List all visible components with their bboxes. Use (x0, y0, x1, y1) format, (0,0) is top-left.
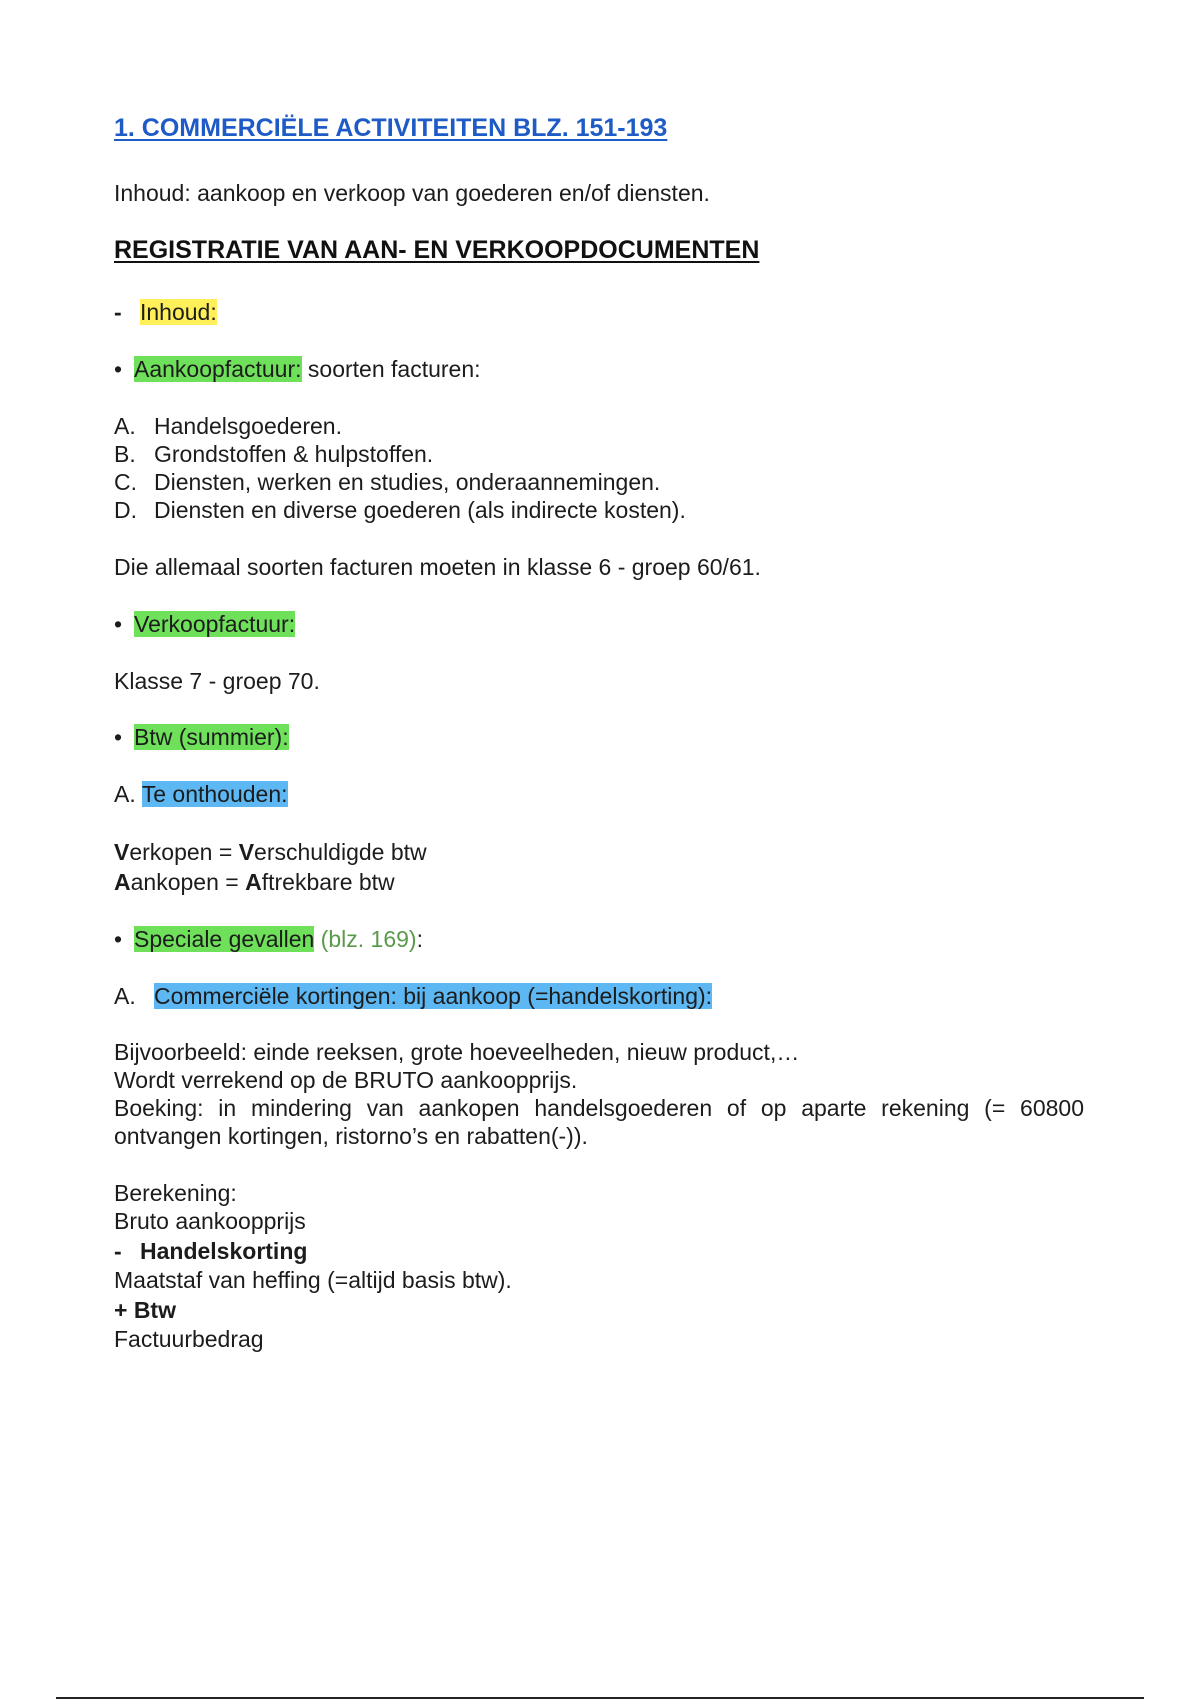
boeking-text: Boeking: in mindering van aankopen handelsgoederen of op aparte rekening (= 60800 ontvangen kortingen, ristorno’s en rabatten(-)). (114, 1095, 1084, 1149)
speciale-item (114, 925, 423, 953)
rule-aankopen (114, 868, 395, 896)
inhoud-label: Inhoud: (140, 299, 217, 325)
te-onthouden-item (114, 780, 288, 808)
intro-text: Inhoud: aankoop en verkoop van goederen en/of diensten. (114, 180, 710, 206)
rule-initial: A (114, 869, 131, 895)
speciale-label: Speciale gevallen (134, 926, 315, 952)
aankoopfactuur-item (114, 355, 481, 383)
kortingen-label: Commerciële kortingen: bij aankoop (=handelskorting): (154, 983, 713, 1009)
inhoud-item (114, 298, 217, 326)
calc-total: Factuurbedrag (114, 1326, 264, 1352)
rule-text: erkopen = (129, 839, 239, 865)
list-letter: B. (114, 441, 136, 467)
verkoopfactuur-item (114, 610, 295, 638)
calc-heading: Berekening: (114, 1180, 237, 1206)
calc-minus (114, 1237, 307, 1265)
list-text: Diensten, werken en studies, onderaannemingen. (154, 469, 661, 495)
btw-label: Btw (summier): (134, 724, 289, 750)
bullet-marker: • (114, 724, 123, 750)
te-onthouden-label: Te onthouden: (141, 781, 288, 807)
list-letter: A. (114, 983, 136, 1009)
calc-bruto: Bruto aankoopprijs (114, 1208, 306, 1234)
example-line: Bijvoorbeeld: einde reeksen, grote hoeveelheden, nieuw product,… (114, 1039, 800, 1065)
colon: : (416, 926, 423, 952)
kortingen-item (114, 982, 712, 1010)
bullet-marker: • (114, 926, 123, 952)
rule-initial: V (114, 839, 130, 865)
page-title: 1. COMMERCIËLE ACTIVITEITEN BLZ. 151-193 (114, 114, 668, 142)
rule-initial: V (238, 839, 255, 865)
rule-initial: A (245, 869, 262, 895)
list-letter: A. (114, 781, 136, 807)
dash-marker: - (114, 299, 122, 325)
list-letter: C. (114, 469, 137, 495)
rule-text: ankopen = (130, 869, 246, 895)
list-text: Diensten en diverse goederen (als indirecte kosten). (154, 497, 686, 523)
bullet-marker: • (114, 356, 123, 382)
rule-verkopen (114, 838, 427, 866)
invoice-type-item (114, 468, 660, 496)
page-reference: (blz. 169) (314, 926, 417, 952)
rule-text: erschuldigde btw (254, 839, 427, 865)
invoice-type-item (114, 440, 433, 468)
list-text: Handelsgoederen. (154, 413, 342, 439)
verkoopfactuur-label: Verkoopfactuur: (134, 611, 296, 637)
calc-maatstaf: Maatstaf van heffing (=altijd basis btw). (114, 1267, 512, 1293)
section-heading: REGISTRATIE VAN AAN- EN VERKOOPDOCUMENTEN (114, 236, 760, 264)
invoice-type-item (114, 496, 686, 524)
list-text: Grondstoffen & hulpstoffen. (154, 441, 434, 467)
btw-item (114, 723, 289, 751)
invoice-type-item (114, 412, 342, 440)
minus-sign: - (114, 1238, 122, 1264)
aankoopfactuur-label: Aankoopfactuur: (134, 356, 302, 382)
bottom-divider (56, 1697, 1144, 1699)
class6-note: Die allemaal soorten facturen moeten in klasse 6 - groep 60/61. (114, 554, 761, 580)
bullet-marker: • (114, 611, 123, 637)
rule-text: ftrekbare btw (261, 869, 395, 895)
class7-note: Klasse 7 - groep 70. (114, 668, 320, 694)
list-letter: D. (114, 497, 137, 523)
list-letter: A. (114, 413, 136, 439)
example-line: Wordt verrekend op de BRUTO aankoopprijs. (114, 1067, 578, 1093)
aankoopfactuur-rest: soorten facturen: (301, 356, 481, 382)
calc-plus-btw: + Btw (114, 1297, 176, 1323)
calc-minus-label: Handelskorting (140, 1238, 308, 1264)
